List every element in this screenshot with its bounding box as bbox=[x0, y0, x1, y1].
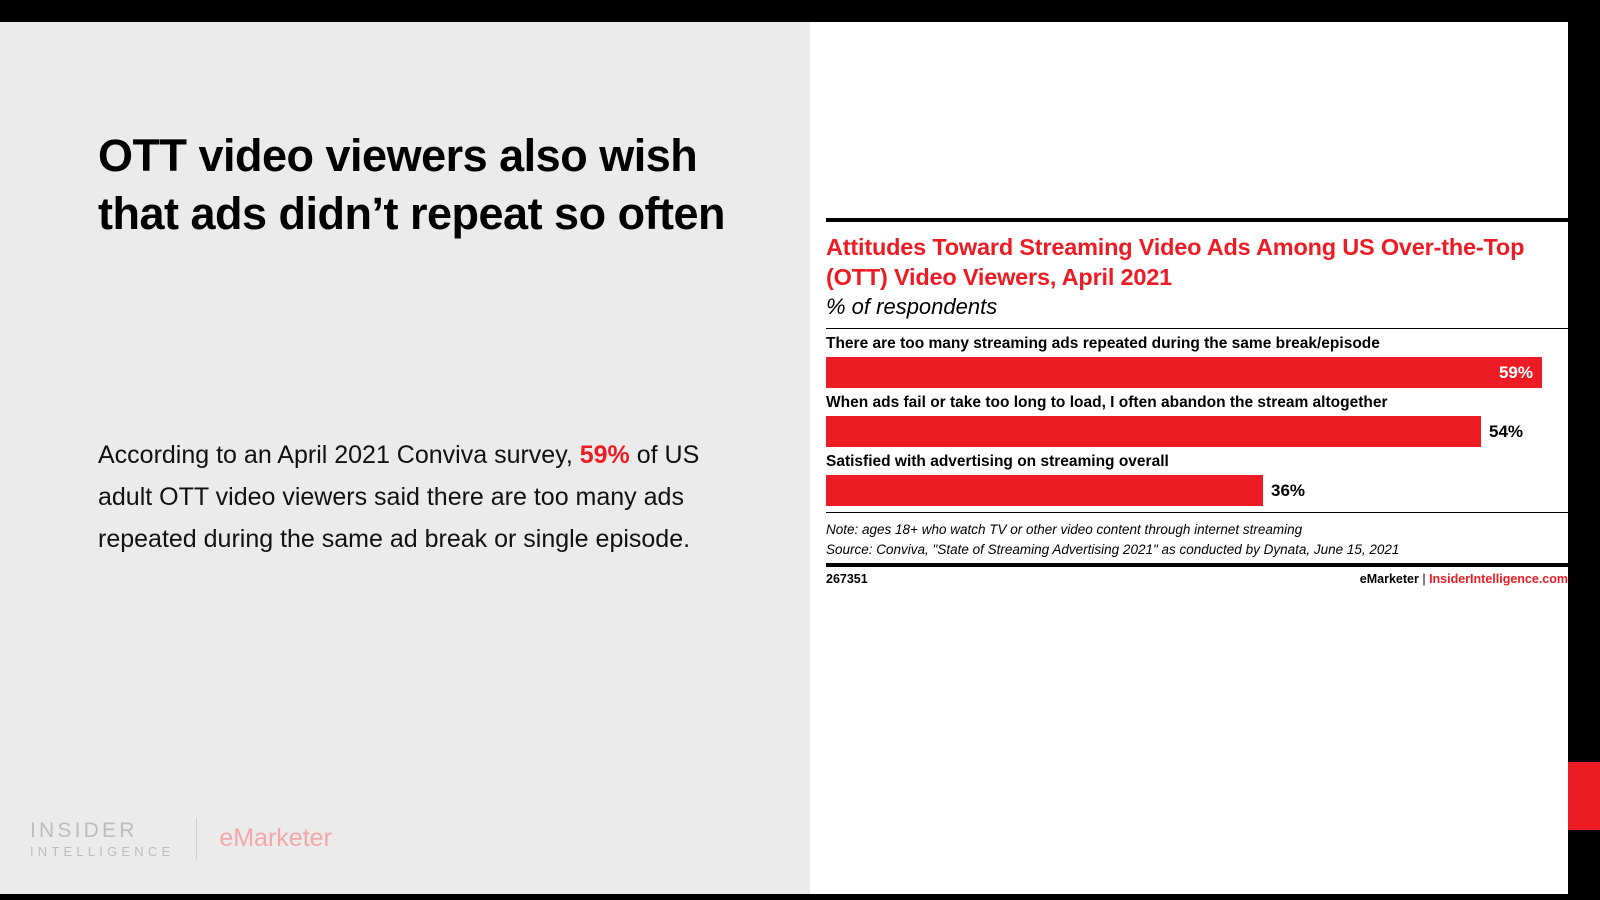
insider-logo-line1: INSIDER bbox=[30, 818, 138, 842]
body-text-before: According to an April 2021 Conviva survey, bbox=[98, 441, 580, 469]
footer-domain[interactable]: InsiderIntelligence.com bbox=[1429, 572, 1568, 587]
table-row bbox=[826, 475, 1568, 506]
footer-separator: | bbox=[1422, 572, 1426, 587]
body-text-after: of US adult OTT video viewers said there are too many ads repeated during the same ad break or single episode. bbox=[98, 441, 700, 553]
bar-value-label: 59% bbox=[1498, 362, 1533, 382]
page-title: OTT video viewers also wish that ads didn’t repeat so often bbox=[98, 130, 726, 239]
bar-value-label: 54% bbox=[1489, 421, 1524, 441]
bar-group bbox=[826, 453, 1568, 506]
bar-value-label: 36% bbox=[1271, 480, 1306, 500]
table-row bbox=[826, 416, 1568, 447]
bar-category-label: Satisfied with advertising on streaming overall bbox=[826, 453, 1169, 471]
chart-subtitle: % of respondents bbox=[826, 294, 998, 320]
insider-logo-line2: INTELLIGENCE bbox=[30, 843, 175, 859]
chart-footer bbox=[826, 567, 1568, 586]
logo-divider bbox=[196, 818, 197, 860]
bar-rect bbox=[826, 357, 1542, 388]
bar-group bbox=[826, 335, 1568, 388]
bar-rect bbox=[826, 475, 1263, 506]
bar-category-label: When ads fail or take too long to load, I often abandon the stream altogether bbox=[826, 394, 1388, 412]
bar-category-label: There are too many streaming ads repeated during the same break/episode bbox=[826, 335, 1380, 353]
bottom-black-band bbox=[0, 894, 1600, 900]
bar-group bbox=[826, 394, 1568, 447]
insider-intelligence-logo bbox=[30, 818, 174, 861]
chart-source-line: Source: Conviva, "State of Streaming Advertising 2021" as conducted by Dynata, June 15, 2021 bbox=[826, 541, 1400, 557]
chart-note-line: Note: ages 18+ who watch TV or other video content through internet streaming bbox=[826, 522, 1303, 538]
footer-brand: eMarketer bbox=[1359, 572, 1419, 587]
bar-chart-plot bbox=[826, 329, 1568, 506]
body-highlight-stat: 59% bbox=[579, 441, 630, 469]
chart-container bbox=[826, 218, 1568, 586]
right-red-accent bbox=[1568, 762, 1600, 830]
chart-top-rule bbox=[826, 218, 1568, 222]
footer-attribution bbox=[1360, 572, 1568, 586]
left-text-panel bbox=[0, 22, 810, 894]
body-paragraph bbox=[98, 434, 728, 560]
chart-title: Attitudes Toward Streaming Video Ads Among US Over-the-Top (OTT) Video Viewers, April 2021 bbox=[826, 234, 1525, 291]
brand-logos bbox=[30, 818, 332, 861]
chart-id: 267351 bbox=[826, 572, 868, 587]
top-black-band bbox=[0, 0, 1600, 22]
emarketer-logo: eMarketer bbox=[219, 824, 332, 853]
chart-card bbox=[826, 22, 1568, 894]
chart-notes bbox=[826, 513, 1568, 559]
table-row bbox=[826, 357, 1568, 388]
bar-rect bbox=[826, 416, 1481, 447]
